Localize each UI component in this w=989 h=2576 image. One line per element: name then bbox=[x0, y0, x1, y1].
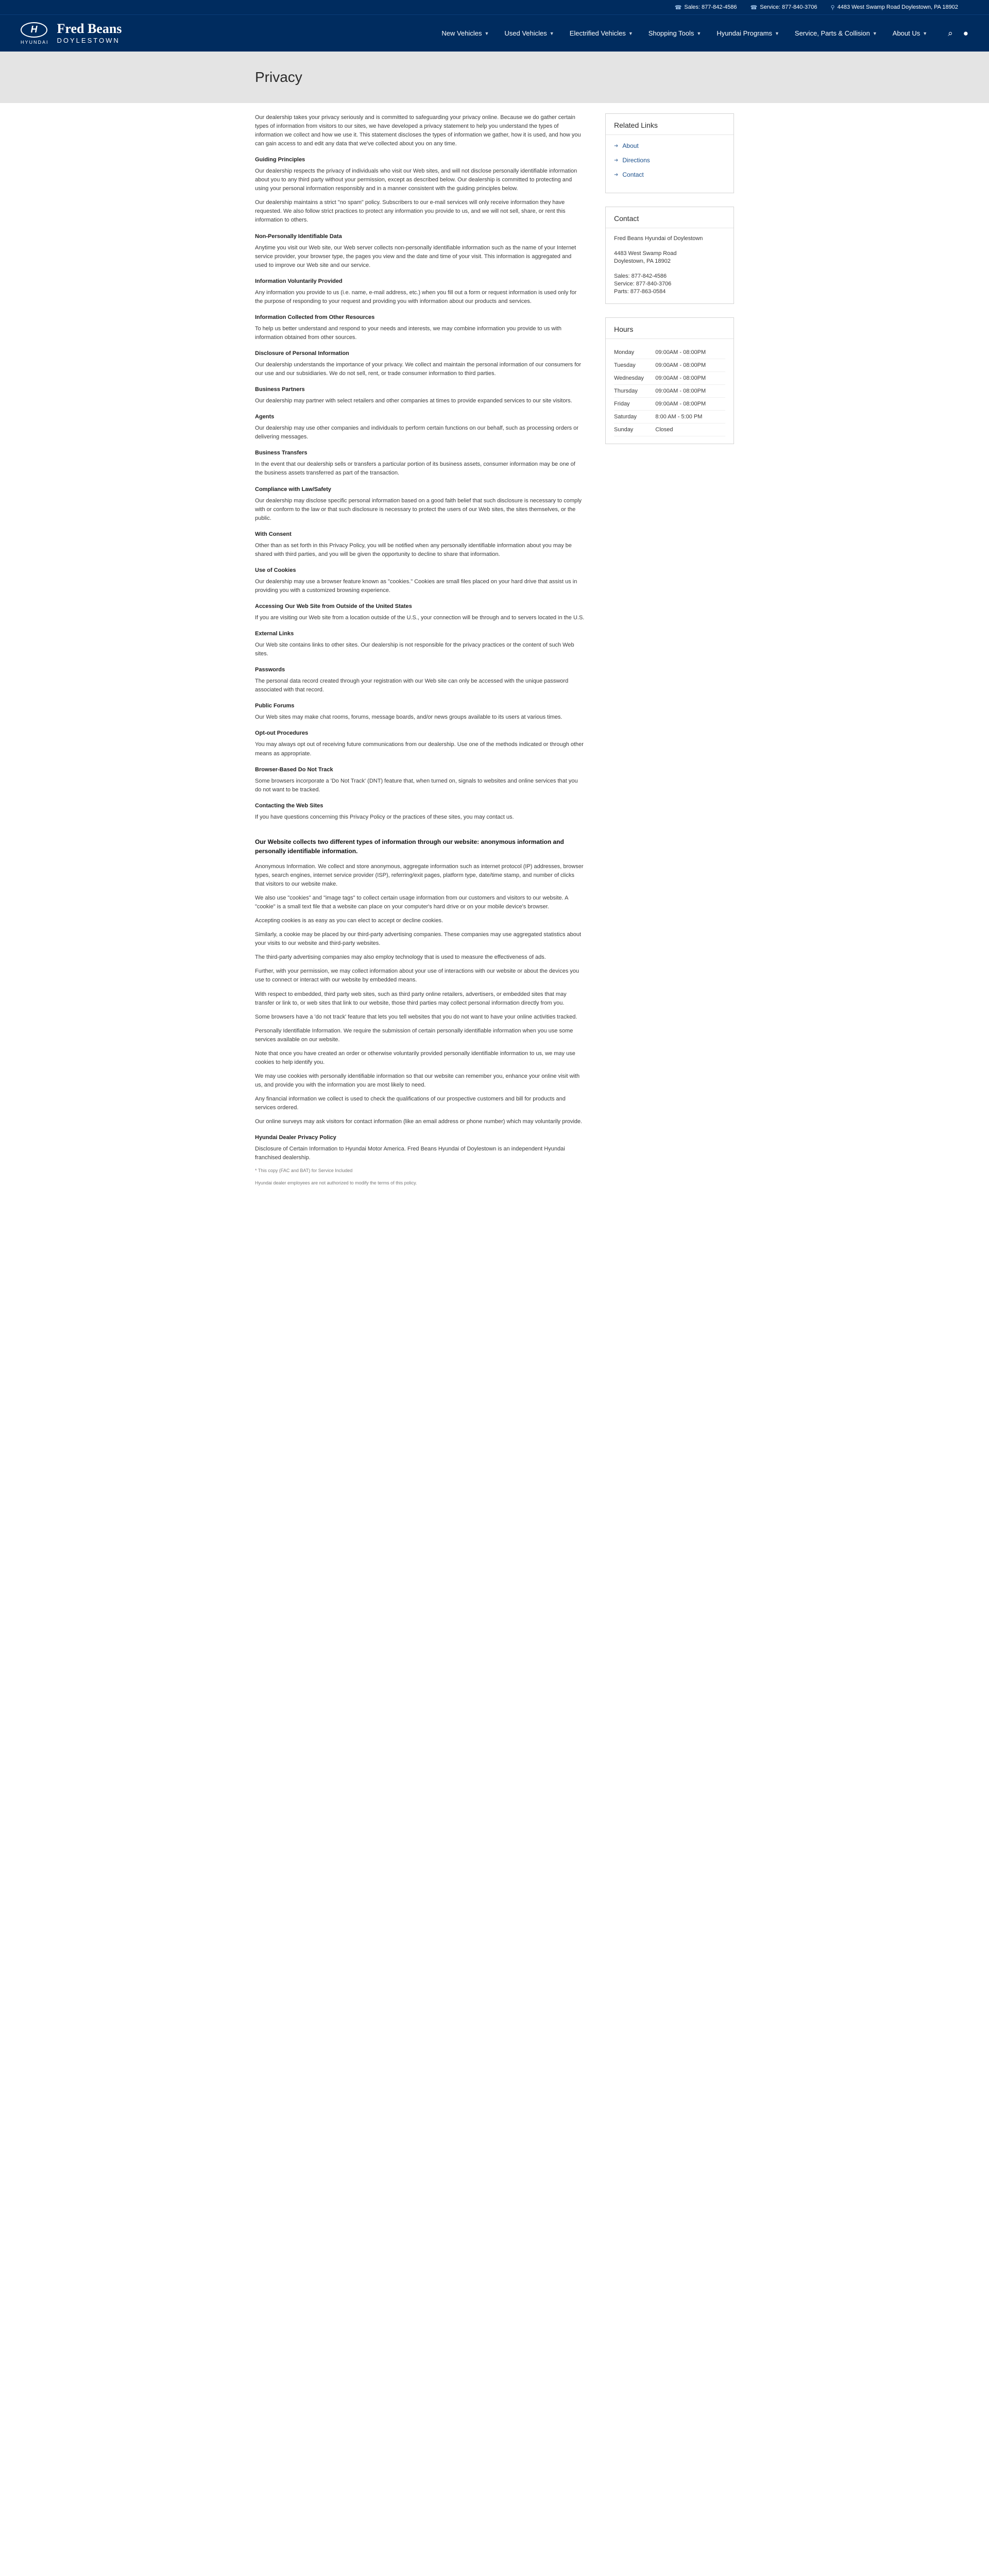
nav-electrified-vehicles[interactable] bbox=[570, 29, 633, 37]
site-header bbox=[0, 14, 989, 52]
chevron-down-icon: ▼ bbox=[774, 30, 779, 36]
sidebar bbox=[605, 113, 734, 2576]
make-label: HYUNDAI bbox=[21, 39, 49, 45]
link-label: About bbox=[622, 142, 639, 149]
arrow-right-icon: ➜ bbox=[614, 143, 619, 149]
paragraph: Our dealership takes your privacy seriously and is committed to safeguarding your privacy online. Because we do gather certain types of information from visitors to our sites, we have developed a privacy statement to help you understand the types of information we collect and how we use it. This statement discloses the types of information we gather, how it is used, and how you can gain access to and edit any data that we've collected about you on any time. bbox=[255, 114, 581, 147]
section-heading: Accessing Our Web Site from Outside of the United States bbox=[255, 603, 412, 609]
footnote: Hyundai dealer employees are not authorized to modify the terms of this policy. bbox=[255, 1180, 417, 1186]
paragraph: If you have questions concerning this Privacy Policy or the practices of these sites, you may contact us. bbox=[255, 814, 514, 820]
paragraph: If you are visiting our Web site from a location outside of the U.S., your connection will be through and to servers located in the U.S. bbox=[255, 615, 585, 621]
nav-label: Hyundai Programs bbox=[717, 29, 772, 37]
hours-table bbox=[614, 346, 725, 436]
related-links-title: Related Links bbox=[606, 114, 734, 135]
topbar-sales[interactable] bbox=[675, 4, 737, 11]
header-icons bbox=[948, 28, 968, 39]
chevron-down-icon: ▼ bbox=[484, 30, 489, 36]
paragraph: Our dealership respects the privacy of individuals who visit our Web sites, and will not disclose personally identifiable information about you to any third party without your permission, except as described below. Our dealership is committed to protecting and using your personal information responsibly and in a manner consistent with the guiding principles below. bbox=[255, 168, 577, 192]
contact-sales-phone[interactable]: Sales: 877-842-4586 bbox=[614, 273, 667, 279]
hours-day: Wednesday bbox=[614, 372, 655, 385]
nav-shopping-tools[interactable] bbox=[649, 29, 702, 37]
nav-label: About Us bbox=[892, 29, 920, 37]
hours-row bbox=[614, 359, 725, 372]
hours-time: 09:00AM - 08:00PM bbox=[655, 346, 725, 359]
contact-service-phone[interactable]: Service: 877-840-3706 bbox=[614, 281, 672, 287]
nav-new-vehicles[interactable] bbox=[441, 29, 489, 37]
hours-time: 09:00AM - 08:00PM bbox=[655, 372, 725, 385]
section-heading: Business Partners bbox=[255, 386, 305, 393]
related-link-about[interactable] bbox=[614, 142, 725, 149]
topbar-service-text[interactable]: Service: 877-840-3706 bbox=[760, 4, 817, 10]
paragraph: Our Web sites may make chat rooms, forums, message boards, and/or news groups available to its users at various times. bbox=[255, 714, 562, 721]
paragraph: Note that once you have created an order or otherwise voluntarily provided personally identifiable information to us, we may use cookies to help identify you. bbox=[255, 1050, 575, 1065]
paragraph: With respect to embedded, third party web sites, such as third party online retailers, advertisers, or embedded sites that may transfer or link to, or web sites that link to our website, those third parties may collect personal information directly from you. bbox=[255, 991, 567, 1006]
contact-box bbox=[605, 207, 734, 304]
hours-time: 09:00AM - 08:00PM bbox=[655, 359, 725, 372]
nav-used-vehicles[interactable] bbox=[504, 29, 554, 37]
chevron-down-icon: ▼ bbox=[628, 30, 633, 36]
section-heading: Non-Personally Identifiable Data bbox=[255, 233, 342, 240]
search-icon[interactable]: ⌕ bbox=[948, 28, 953, 38]
user-icon[interactable]: ● bbox=[963, 28, 968, 38]
paragraph: Our online surveys may ask visitors for contact information (like an email address or phone number) which may voluntarily provide. bbox=[255, 1118, 583, 1125]
section-heading: With Consent bbox=[255, 531, 292, 537]
hours-time: 09:00AM - 08:00PM bbox=[655, 385, 725, 398]
chevron-down-icon: ▼ bbox=[923, 30, 928, 36]
lead-statement: Our Website collects two different types of information through our website: anonymous information and personally identifiable information. bbox=[255, 838, 564, 855]
paragraph: Other than as set forth in this Privacy Policy, you will be notified when any personally identifiable information about you may be shared with third parties, and you will be given the opportunity to decline to share that information. bbox=[255, 542, 572, 557]
utility-bar bbox=[0, 0, 989, 14]
paragraph: Our dealership may use a browser feature known as "cookies." Cookies are small files placed on your hard drive that assist us in providing you with a customized browsing experience. bbox=[255, 578, 577, 594]
paragraph: Personally Identifiable Information. We require the submission of certain personally identifiable information when you use some services available on our website. bbox=[255, 1027, 573, 1043]
paragraph: Any information you provide to us (i.e. name, e-mail address, etc.) when you fill out a form or request information is used only for the purpose of responding to your request and providing you with information about our products and services. bbox=[255, 289, 577, 304]
hours-time: 09:00AM - 08:00PM bbox=[655, 398, 725, 411]
brand-location: DOYLESTOWN bbox=[57, 37, 120, 44]
topbar-sales-text[interactable]: Sales: 877-842-4586 bbox=[684, 4, 737, 10]
paragraph: Further, with your permission, we may collect information about your use of interactions with our website or about the devices you use to connect or interact with our website by embedded means. bbox=[255, 968, 579, 984]
map-pin-icon: ⚲ bbox=[830, 4, 835, 11]
arrow-right-icon: ➜ bbox=[614, 157, 619, 163]
section-heading: Information Voluntarily Provided bbox=[255, 278, 343, 284]
nav-label: Service, Parts & Collision bbox=[794, 29, 870, 37]
section-heading: Hyundai Dealer Privacy Policy bbox=[255, 1134, 336, 1141]
section-heading: Information Collected from Other Resources bbox=[255, 314, 375, 320]
dealer-logo[interactable] bbox=[21, 22, 122, 45]
hours-day: Monday bbox=[614, 346, 655, 359]
section-heading: Use of Cookies bbox=[255, 567, 296, 573]
contact-dealer-name: Fred Beans Hyundai of Doylestown bbox=[614, 235, 703, 242]
privacy-article bbox=[255, 113, 585, 2576]
hours-day: Friday bbox=[614, 398, 655, 411]
paragraph: Our dealership may partner with select retailers and other companies at times to provide expanded services to our site visitors. bbox=[255, 398, 572, 404]
hours-day: Tuesday bbox=[614, 359, 655, 372]
paragraph: Anytime you visit our Web site, our Web server collects non-personally identifiable information such as the name of your Internet service provider, your browser type, the pages you view and the date and time of your visit. This information is aggregated and used to improve our Web site and our service. bbox=[255, 244, 576, 268]
contact-address-line[interactable]: 4483 West Swamp Road bbox=[614, 250, 677, 257]
section-heading: Disclosure of Personal Information bbox=[255, 350, 349, 357]
hours-title: Hours bbox=[606, 318, 734, 339]
hours-row bbox=[614, 372, 725, 385]
paragraph: We may use cookies with personally identifiable information so that our website can remember you, enhance your online visit with us, and provide you with the information you are most likely to need. bbox=[255, 1073, 580, 1088]
hours-row bbox=[614, 346, 725, 359]
section-heading: Agents bbox=[255, 414, 275, 420]
main-nav bbox=[441, 29, 927, 37]
paragraph: Our dealership may disclose specific personal information based on a good faith belief that such disclosure is necessary to comply with or conform to the law or that such disclosure is necessary to protect the users of our Web sites, the sites themselves, or the public. bbox=[255, 497, 582, 521]
nav-label: Electrified Vehicles bbox=[569, 29, 626, 37]
brand-name: Fred Beans bbox=[57, 21, 122, 36]
hours-day: Saturday bbox=[614, 411, 655, 423]
hours-row bbox=[614, 411, 725, 423]
nav-hyundai-programs[interactable] bbox=[717, 29, 779, 37]
hours-row bbox=[614, 385, 725, 398]
nav-label: Shopping Tools bbox=[648, 29, 694, 37]
paragraph: Our dealership maintains a strict "no spam" policy. Subscribers to our e-mail services will only receive information they have requested. We also follow strict practices to protect any information you provide to us, and we will not sell, share, or rent this information to others. bbox=[255, 199, 566, 224]
contact-title: Contact bbox=[606, 207, 734, 228]
hyundai-logo-icon: H bbox=[21, 22, 47, 38]
main-content bbox=[0, 103, 989, 2576]
contact-address-line[interactable]: Doylestown, PA 18902 bbox=[614, 258, 671, 264]
paragraph: Disclosure of Certain Information to Hyundai Motor America. Fred Beans Hyundai of Doylestown is an independent Hyundai franchised dealership. bbox=[255, 1146, 565, 1161]
page-title-band bbox=[0, 52, 989, 103]
section-heading: Passwords bbox=[255, 667, 285, 673]
hours-time: Closed bbox=[655, 423, 725, 436]
nav-about-us[interactable] bbox=[893, 29, 927, 37]
topbar-address[interactable] bbox=[831, 4, 958, 11]
page-title: Privacy bbox=[255, 69, 302, 85]
paragraph: The third-party advertising companies may also employ technology that is used to measure the effectiveness of ads. bbox=[255, 954, 546, 961]
hours-day: Sunday bbox=[614, 423, 655, 436]
hours-row bbox=[614, 398, 725, 411]
contact-parts-phone[interactable]: Parts: 877-863-0584 bbox=[614, 289, 666, 295]
phone-icon: ☎ bbox=[750, 4, 758, 11]
section-heading: Compliance with Law/Safety bbox=[255, 486, 331, 493]
nav-label: Used Vehicles bbox=[504, 29, 547, 37]
paragraph: To help us better understand and respond to your needs and interests, we may combine information you provide to us with information obtained from other sources. bbox=[255, 325, 561, 341]
paragraph: Our dealership may use other companies and individuals to perform certain functions on our behalf, such as processing orders or delivering messages. bbox=[255, 425, 578, 440]
arrow-right-icon: ➜ bbox=[614, 172, 619, 178]
chevron-down-icon: ▼ bbox=[549, 30, 554, 36]
paragraph: In the event that our dealership sells or transfers a particular portion of its business assets, consumer information may be one of the business assets transferred as part of the transaction. bbox=[255, 461, 575, 477]
related-link-contact[interactable] bbox=[614, 171, 725, 178]
footnote: * This copy (FAC and BAT) for Service Included bbox=[255, 1168, 353, 1174]
topbar-address-text[interactable]: 4483 West Swamp Road Doylestown, PA 18902 bbox=[837, 4, 958, 10]
chevron-down-icon: ▼ bbox=[696, 30, 702, 36]
phone-icon: ☎ bbox=[674, 4, 682, 11]
related-link-directions[interactable] bbox=[614, 157, 725, 164]
topbar-service[interactable] bbox=[751, 4, 817, 11]
paragraph: Some browsers have a 'do not track' feature that lets you tell websites that you do not want to have your online activities tracked. bbox=[255, 1013, 577, 1020]
paragraph: Anonymous Information. We collect and store anonymous, aggregate information such as internet protocol (IP) addresses, browser types, search engines, internet service provider (ISP), referring/exit pages, platform type, date/time stamp, and number of clicks that visitors to our website make. bbox=[255, 863, 584, 888]
paragraph: Any financial information we collect is used to check the qualifications of our prospective customers and bill for products and services ordered. bbox=[255, 1095, 566, 1111]
hours-time: 8:00 AM - 5:00 PM bbox=[655, 411, 725, 423]
link-label: Contact bbox=[622, 171, 644, 178]
nav-service-parts[interactable] bbox=[795, 29, 877, 37]
hours-day: Thursday bbox=[614, 385, 655, 398]
paragraph: Our dealership understands the importance of your privacy. We collect and maintain the personal information of our consumers for our use and our subsidiaries. We do not sell, rent, or trade consumer information to third parties. bbox=[255, 362, 582, 377]
chevron-down-icon: ▼ bbox=[872, 30, 877, 36]
paragraph: Some browsers incorporate a 'Do Not Track' (DNT) feature that, when turned on, signals to websites and online services that you do not want to be tracked. bbox=[255, 777, 578, 793]
section-heading: Contacting the Web Sites bbox=[255, 802, 323, 809]
paragraph: Our Web site contains links to other sites. Our dealership is not responsible for the privacy practices or the content of such Web sites. bbox=[255, 642, 574, 657]
hours-box bbox=[605, 317, 734, 444]
nav-label: New Vehicles bbox=[441, 29, 482, 37]
paragraph: Similarly, a cookie may be placed by our third-party advertising companies. These companies may use aggregated statistics about your visits to our website and third-party websites. bbox=[255, 931, 582, 947]
link-label: Directions bbox=[622, 157, 650, 164]
paragraph: We also use "cookies" and "image tags" to collect certain usage information from our customers and visitors to our website. A "cookie" is a small text file that a website can place on your computer's hard drive or on your mobile device's browser. bbox=[255, 895, 568, 910]
paragraph: Accepting cookies is as easy as you can elect to accept or decline cookies. bbox=[255, 918, 444, 924]
section-heading: Guiding Principles bbox=[255, 157, 305, 163]
section-heading: Opt-out Procedures bbox=[255, 730, 309, 737]
hours-row bbox=[614, 423, 725, 436]
related-links-box bbox=[605, 113, 734, 193]
section-heading: Browser-Based Do Not Track bbox=[255, 766, 333, 773]
paragraph: The personal data record created through your registration with our Web site can only be accessed with the unique password associated with that record. bbox=[255, 678, 569, 693]
paragraph: You may always opt out of receiving future communications from our dealership. Use one of the methods indicated or through other means as appropriate. bbox=[255, 741, 584, 757]
section-heading: Public Forums bbox=[255, 703, 295, 709]
section-heading: Business Transfers bbox=[255, 450, 308, 456]
section-heading: External Links bbox=[255, 631, 294, 637]
